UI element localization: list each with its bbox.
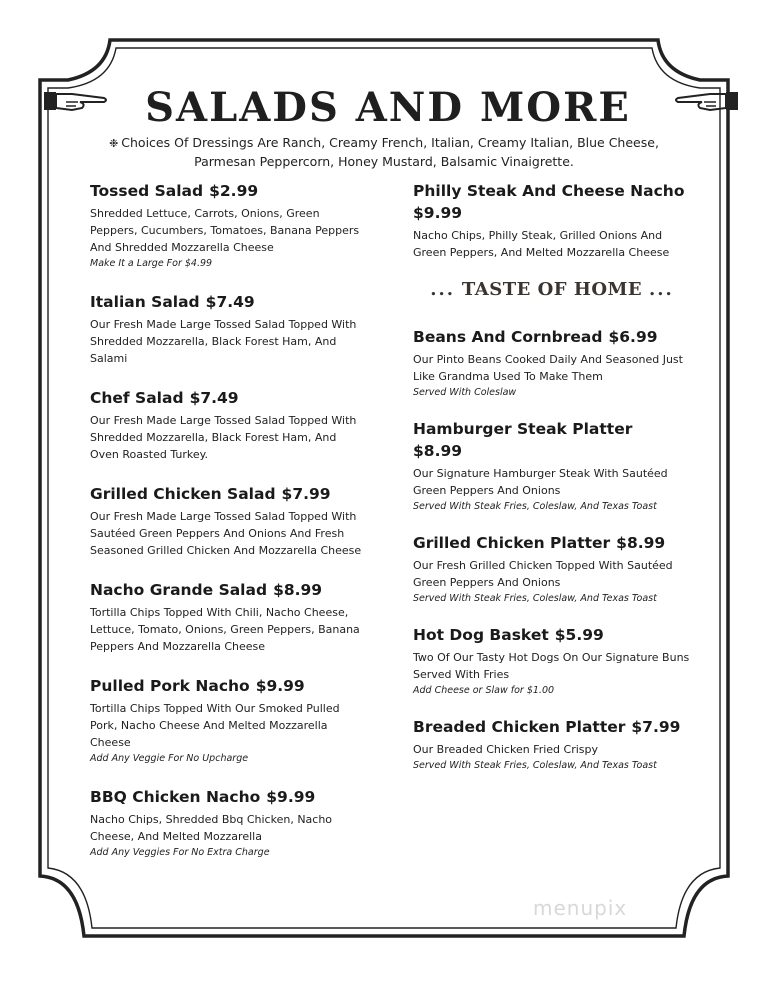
item-price: $8.99 (616, 534, 666, 552)
item-description: Our Fresh Made Large Tossed Salad Topped With Shredded Mozzarella, Black Forest Ham, And Oven Roasted Turkey. (90, 414, 357, 461)
item-name: Breaded Chicken Platter (413, 718, 626, 736)
item-title (90, 291, 362, 313)
item-description: Two Of Our Tasty Hot Dogs On Our Signature Buns Served With Fries (413, 651, 690, 681)
menu-item (90, 579, 362, 655)
item-name: Beans And Cornbread (413, 328, 603, 346)
section-dots-left: ... (430, 279, 456, 300)
item-name: Grilled Chicken Platter (413, 534, 611, 552)
menu-item (413, 716, 691, 773)
item-price: $9.99 (413, 204, 463, 222)
item-description: Our Signature Hamburger Steak With Sautéed Green Peppers And Onions (413, 467, 668, 497)
section-dots-right: ... (648, 279, 674, 300)
item-description: Our Breaded Chicken Fried Crispy (413, 743, 599, 756)
item-title (90, 786, 362, 808)
item-title (90, 675, 362, 697)
item-title (413, 418, 691, 462)
item-title (413, 326, 691, 348)
item-note: Add Any Veggies For No Extra Charge (90, 847, 270, 858)
menu-item (413, 326, 691, 400)
item-price: $7.49 (205, 293, 255, 311)
item-title (413, 624, 691, 646)
item-note: Served With Steak Fries, Coleslaw, And Texas Toast (413, 593, 657, 604)
item-name: Tossed Salad (90, 182, 204, 200)
dressings-note (84, 134, 684, 171)
section-heading-taste-of-home (413, 279, 691, 300)
item-title (90, 579, 362, 601)
menu-item (90, 387, 362, 463)
item-description: Our Fresh Grilled Chicken Topped With Sautéed Green Peppers And Onions (413, 559, 673, 589)
item-price: $2.99 (209, 182, 259, 200)
item-price: $6.99 (608, 328, 658, 346)
item-name: Philly Steak And Cheese Nacho (413, 182, 685, 200)
item-name: Nacho Grande Salad (90, 581, 268, 599)
right-menu-column (413, 180, 691, 791)
item-price: $7.99 (281, 485, 331, 503)
item-note: Served With Coleslaw (413, 387, 517, 398)
item-price: $9.99 (266, 788, 316, 806)
item-name: Grilled Chicken Salad (90, 485, 276, 503)
item-title (90, 180, 362, 202)
item-title (90, 483, 362, 505)
dressings-text: Choices Of Dressings Are Ranch, Creamy French, Italian, Creamy Italian, Blue Cheese, Parmesan Peppercorn, Honey Mustard, Balsamic Vinaigrette. (121, 135, 659, 169)
left-menu-column (90, 180, 362, 880)
item-title (90, 387, 362, 409)
menu-item (90, 675, 362, 766)
item-note: Make It a Large For $4.99 (90, 258, 213, 269)
menu-item (413, 418, 691, 514)
item-note: Add Cheese or Slaw for $1.00 (413, 685, 555, 696)
item-price: $9.99 (255, 677, 305, 695)
item-title (413, 532, 691, 554)
item-name: Hot Dog Basket (413, 626, 549, 644)
item-note: Add Any Veggie For No Upcharge (90, 753, 249, 764)
item-name: Pulled Pork Nacho (90, 677, 250, 695)
menu-item (90, 483, 362, 559)
item-description: Nacho Chips, Shredded Bbq Chicken, Nacho Cheese, And Melted Mozzarella (90, 813, 333, 843)
menu-item (90, 180, 362, 271)
menu-item (413, 180, 691, 261)
item-price: $7.49 (189, 389, 239, 407)
item-title (413, 716, 691, 738)
menu-item (413, 532, 691, 606)
item-title (413, 180, 691, 224)
item-description: Tortilla Chips Topped With Chili, Nacho Cheese, Lettuce, Tomato, Onions, Green Peppers, Banana Peppers And Mozzarella Cheese (90, 606, 360, 653)
item-name: Chef Salad (90, 389, 184, 407)
menu-item (90, 786, 362, 860)
item-description: Our Pinto Beans Cooked Daily And Seasoned Just Like Grandma Used To Make Them (413, 353, 683, 383)
item-name: Italian Salad (90, 293, 200, 311)
pointing-hand-left-icon (672, 86, 740, 116)
item-note: Served With Steak Fries, Coleslaw, And Texas Toast (413, 760, 657, 771)
item-description: Our Fresh Made Large Tossed Salad Topped With Shredded Mozzarella, Black Forest Ham, And Salami (90, 318, 357, 365)
section-title: TASTE OF HOME (461, 279, 643, 300)
item-description: Our Fresh Made Large Tossed Salad Topped With Sautéed Green Peppers And Onions And Fresh Seasoned Grilled Chicken And Mozzarella Cheese (90, 510, 362, 557)
item-price: $8.99 (273, 581, 323, 599)
item-name: BBQ Chicken Nacho (90, 788, 261, 806)
page-title: SALADS AND MORE (145, 84, 631, 131)
item-price: $5.99 (554, 626, 604, 644)
menu-item (413, 624, 691, 698)
item-price: $8.99 (413, 442, 463, 460)
item-description: Shredded Lettuce, Carrots, Onions, Green Peppers, Cucumbers, Tomatoes, Banana Peppers And Shredded Mozzarella Cheese (90, 207, 360, 254)
snowflake-bullet-icon: ❉ (109, 137, 119, 150)
item-description: Nacho Chips, Philly Steak, Grilled Onions And Green Peppers, And Melted Mozzarella Cheese (413, 229, 670, 259)
item-name: Hamburger Steak Platter (413, 420, 633, 438)
pointing-hand-right-icon (42, 86, 110, 116)
item-price: $7.99 (631, 718, 681, 736)
item-description: Tortilla Chips Topped With Our Smoked Pulled Pork, Nacho Cheese And Melted Mozzarella Cheese (90, 702, 340, 749)
item-note: Served With Steak Fries, Coleslaw, And Texas Toast (413, 501, 657, 512)
menu-item (90, 291, 362, 367)
watermark-logo: menupix (533, 896, 628, 920)
